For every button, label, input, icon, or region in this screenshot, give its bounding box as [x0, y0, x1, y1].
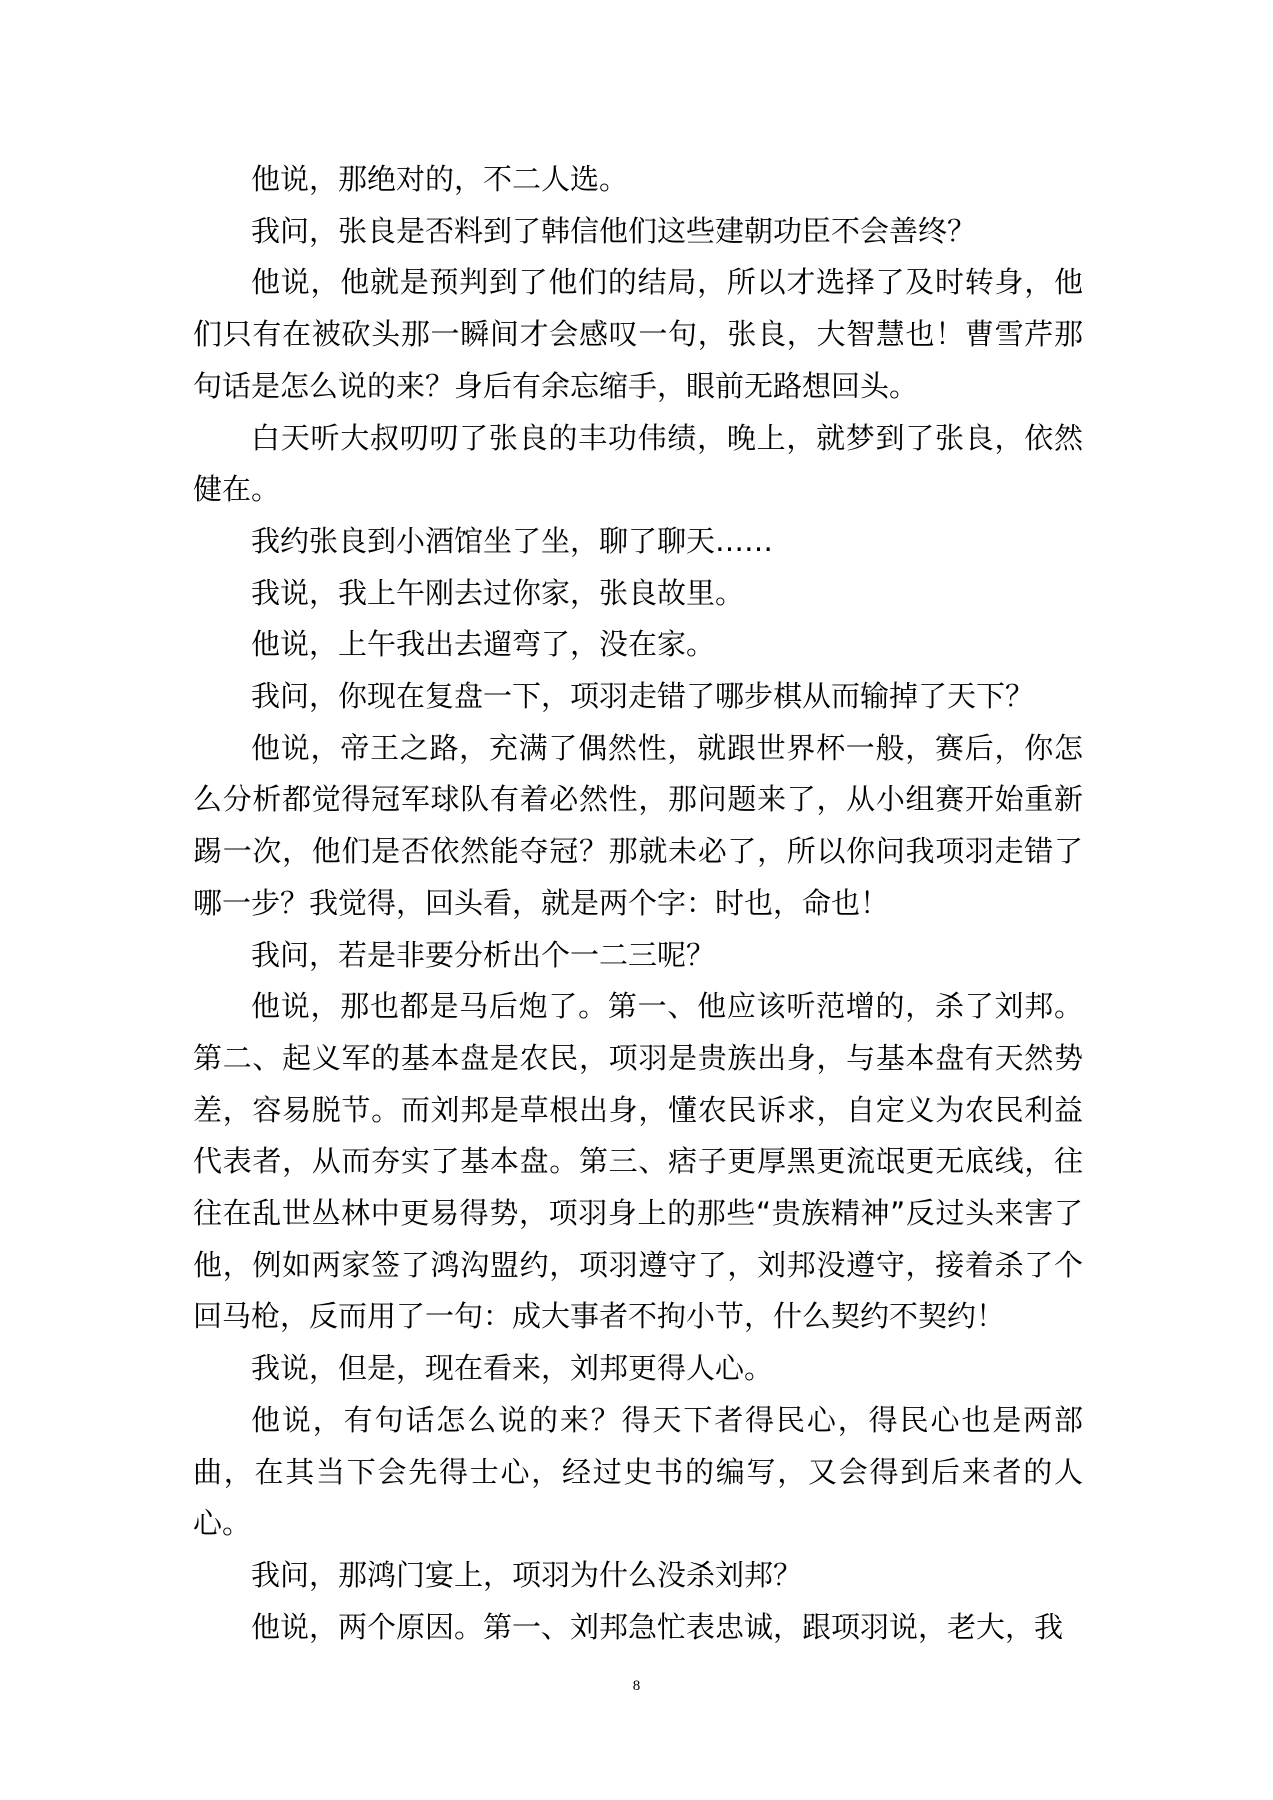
body-text: [193, 154, 1083, 1653]
paragraph: 我问，那鸿门宴上，项羽为什么没杀刘邦？: [251, 1557, 803, 1592]
paragraph: 我约张良到小酒馆坐了坐，聊了聊天……: [251, 523, 774, 558]
paragraph: 我说，我上午刚去过你家，张良故里。: [251, 575, 745, 610]
paragraph: 他说，帝王之路，充满了偶然性，就跟世界杯一般，赛后，你怎么分析都觉得冠军球队有着必然性，那问题来了，从小组赛开始重新踢一次，他们是否依然能夺冠？那就未必了，所以你问我项羽走错了哪一步？我觉得，回头看，就是两个字：时也，命也！: [193, 730, 1083, 920]
paragraph: 我问，张良是否料到了韩信他们这些建朝功臣不会善终？: [251, 213, 977, 248]
paragraph: 他说，那绝对的，不二人选。: [251, 162, 629, 196]
paragraph: 他说，两个原因。第一、刘邦急忙表忠诚，跟项羽说，老大，我: [251, 1609, 1064, 1644]
paragraph: 他说，他就是预判到了他们的结局，所以才选择了及时转身，他们只有在被砍头那一瞬间才会感叹一句，张良，大智慧也！曹雪芹那句话是怎么说的来？身后有余忘缩手，眼前无路想回头。: [193, 265, 1083, 403]
page-number: 8: [632, 1678, 641, 1694]
paragraph: 他说，那也都是马后炮了。第一、他应该听范增的，杀了刘邦。第二、起义军的基本盘是农民，项羽是贵族出身，与基本盘有天然势差，容易脱节。而刘邦是草根出身，懂农民诉求，自定义为农民利益代表者，从而夯实了基本盘。第三、痞子更厚黑更流氓更无底线，往往在乱世丛林中更易得势，项羽身上的那些“贵族精神”反过头来害了他，例如两家签了鸿沟盟约，项羽遵守了，刘邦没遵守，接着杀了个回马枪，反而用了一句：成大事者不拘小节，什么契约不契约！: [193, 989, 1083, 1334]
paragraph: 他说，上午我出去遛弯了，没在家。: [251, 627, 716, 662]
paragraph: 我问，你现在复盘一下，项羽走错了哪步棋从而输掉了天下？: [251, 679, 1035, 714]
paragraph: 我问，若是非要分析出个一二三呢？: [251, 937, 716, 972]
paragraph: 白天听大叔叨叨了张良的丰功伟绩，晚上，就梦到了张良，依然健在。: [193, 420, 1083, 507]
paragraph: 我说，但是，现在看来，刘邦更得人心。: [251, 1351, 774, 1386]
paragraph: 他说，有句话怎么说的来？得天下者得民心，得民心也是两部曲，在其当下会先得士心，经过史书的编写，又会得到后来者的人心。: [193, 1402, 1083, 1541]
